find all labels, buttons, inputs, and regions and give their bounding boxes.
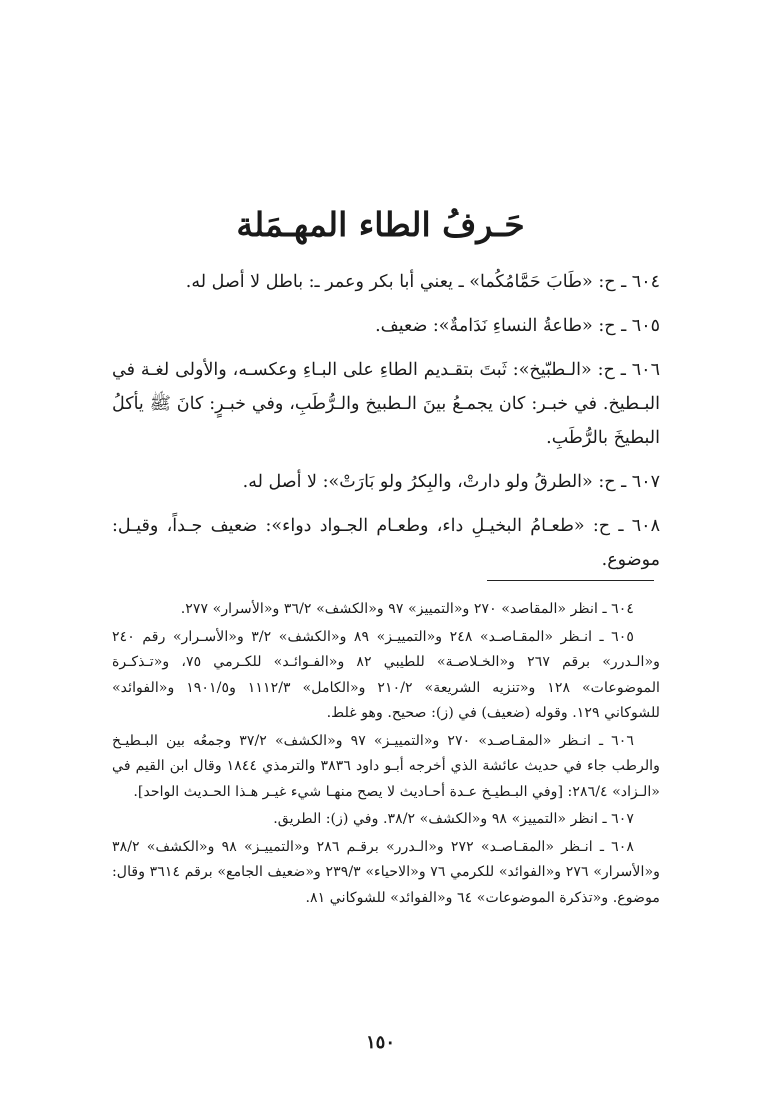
page-number: ١٥٠ xyxy=(365,1032,395,1053)
chapter-title: حَـرفُ الطاء المهـمَلة xyxy=(236,205,525,244)
footnote-604: ٦٠٤ ـ انظر «المقاصد» ٢٧٠ و«التمييز» ٩٧ و«الكشف» ٣٦/٢ و«الأسرار» ٢٧٧. xyxy=(180,601,634,617)
entry-604 xyxy=(112,265,660,299)
entry-prefix: ـ ح: xyxy=(597,360,626,380)
footnote-607: ٦٠٧ ـ انظر «التمييز» ٩٨ و«الكشف» ٣٨/٢. وفي (ز): الطريق. xyxy=(273,811,634,827)
entry-number: ٦٠٦ xyxy=(631,360,660,380)
entry-prefix: ـ ح: xyxy=(592,516,624,536)
entry-607 xyxy=(112,465,660,499)
footnote-605: ٦٠٥ ـ انـظر «المقـاصـد» ٢٤٨ و«التمييـز» ٨٩ و«الكشف» ٣/٢ و«الأسـرار» رقم ٢٤٠ و«الـدرر» برقم ٢٦٧ و«الخـلاصـة» للطيبي ٨٢ و«الفـوائـد» للكـرمي ٧٥، و«تـذكـرة الموضوعات» ١٢٨ و«تنزيه الشريعة» ٢١٠/٢ و«الكامل» ١١١٢/٣ و١٩٠١/٥ و«الفوائد» للشوكاني ١٢٩. وقوله (ضعيف) في (ز): صحيح. وهو غلط. xyxy=(112,628,660,721)
entry-605 xyxy=(112,309,660,343)
entry-number: ٦٠٥ xyxy=(631,316,660,336)
entry-number: ٦٠٤ xyxy=(631,272,660,292)
footnote-608: ٦٠٨ ـ انـظر «المقـاصـد» ٢٧٢ و«الـدرر» برقـم ٢٨٦ و«التمييـز» ٩٨ و«الكشف» ٣٨/٢ و«الأسرار» ٢٧٦ و«الفوائد» للكرمي ٧٦ و«الاحياء» ٢٣٩/٣ و«ضعيف الجامع» برقم ٣٦١٤ وقال: موضوع. و«تذكرة الموضوعات» ٦٤ و«الفوائد» للشوكاني ٨١. xyxy=(112,838,660,906)
entry-text: «طاعةُ النساءِ نَدَامةٌ»: ضعيف. xyxy=(375,316,593,336)
entry-text: «طعـامُ البخيـلِ داء، وطعـام الجـواد دواء»: ضعيف جـداً، وقيـل: موضوع. xyxy=(112,516,660,570)
footnotes xyxy=(112,597,660,913)
entry-prefix: ـ ح: xyxy=(598,472,627,492)
entry-prefix: ـ ح: xyxy=(598,272,627,292)
entry-number: ٦٠٨ xyxy=(631,516,660,536)
entry-text: «الـطبّيخ»: ثَبتَ بتقـديم الطاءِ على البـاءِ وعكسـه، والأولى لغـة في البـطيخ. في خبـر: كان يجمـعُ بينَ الـطبيخ والـرُّطَبِ، وفي خبـرٍ: كانَ ﷺ يأكلُ البطيخَ بالرُّطَبِ. xyxy=(112,360,660,448)
entry-prefix: ـ ح: xyxy=(598,316,627,336)
entry-608 xyxy=(112,509,660,577)
entries-list xyxy=(112,265,660,587)
entry-text: «طَابَ حَمَّامُكُما» ـ يعني أبا بكر وعمر ـ: باطل لا أصل له. xyxy=(185,272,593,292)
footnote-606: ٦٠٦ ـ انـظر «المقـاصـد» ٢٧٠ و«التمييـز» ٩٧ و«الكشف» ٣٧/٢ وجمعُه بين البـطيـخ والرطب جاء في حديث عائشة الذي أخرجه أبـو داود ٣٨٣٦ والترمذي ١٨٤٤ وقال ابن القيم في «الـزاد» ٢٨٦/٤: [وفي البـطيـخ عـدة أحـاديث لا يصح منهـا شيء غيـر هـذا الحـديث الواحد]. xyxy=(112,732,660,800)
footnote-divider xyxy=(487,580,654,581)
entry-text: «الطرقُ ولو دارتْ، والبِكرُ ولو بَارَتْ»: لا أصل له. xyxy=(242,472,593,492)
entry-number: ٦٠٧ xyxy=(631,472,660,492)
entry-606 xyxy=(112,353,660,455)
